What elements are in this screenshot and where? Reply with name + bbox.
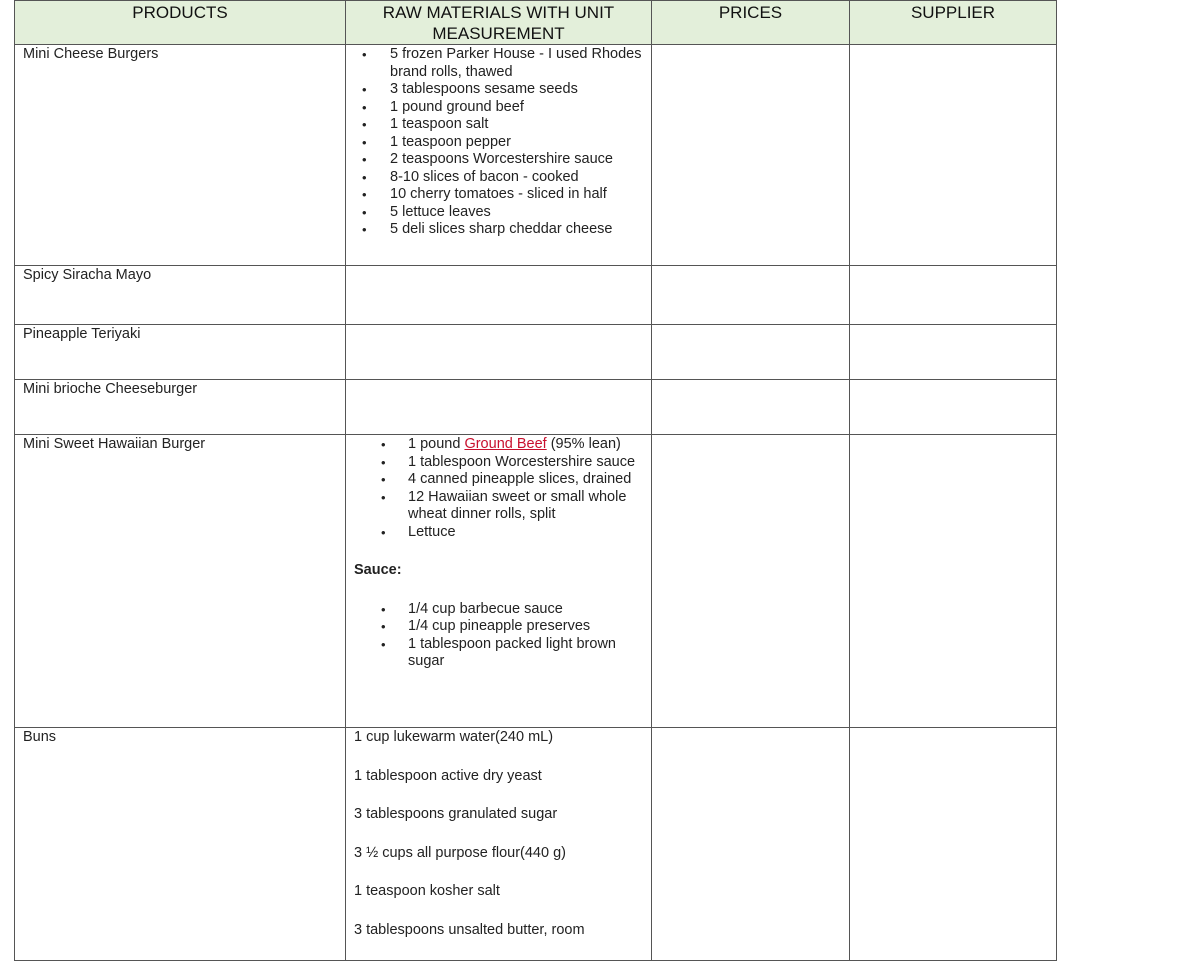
supplier-cell[interactable] bbox=[850, 435, 1057, 728]
supplier-cell[interactable] bbox=[850, 45, 1057, 266]
bun-ingredient: 1 tablespoon active dry yeast bbox=[354, 767, 542, 784]
list-item: • 1 pound ground beef bbox=[390, 99, 643, 117]
price-cell[interactable] bbox=[652, 325, 850, 380]
list-item: • 4 canned pineapple slices, drained bbox=[408, 471, 645, 489]
price-cell[interactable] bbox=[652, 435, 850, 728]
supplier-cell[interactable] bbox=[850, 380, 1057, 435]
supplier-cell[interactable] bbox=[850, 325, 1057, 380]
raw-materials-cell[interactable] bbox=[346, 380, 652, 435]
sauce-heading: Sauce: bbox=[354, 562, 402, 578]
list-item: • 1/4 cup pineapple preserves bbox=[408, 618, 645, 636]
supplier-cell[interactable] bbox=[850, 728, 1057, 961]
raw-materials-cell bbox=[346, 45, 652, 266]
list-item: • 1 teaspoon pepper bbox=[390, 134, 643, 152]
supplier-cell[interactable] bbox=[850, 266, 1057, 325]
header-row bbox=[15, 1, 1057, 45]
raw-materials-cell bbox=[346, 435, 652, 728]
list-item: • 1/4 cup barbecue sauce bbox=[408, 601, 645, 619]
table-row bbox=[15, 325, 1057, 380]
product-name: Mini Cheese Burgers bbox=[15, 45, 346, 266]
bun-ingredient: 3 ½ cups all purpose flour(440 g) bbox=[354, 844, 566, 861]
sauce-list bbox=[346, 601, 651, 671]
bun-ingredient: 3 tablespoons unsalted butter, room bbox=[354, 921, 585, 938]
raw-materials-cell bbox=[346, 728, 652, 961]
list-item: • 1 tablespoon Worcestershire sauce bbox=[408, 454, 645, 472]
list-item: • Lettuce bbox=[408, 524, 645, 542]
list-item: • 12 Hawaiian sweet or small whole wheat dinner rolls, split bbox=[408, 489, 645, 524]
table-row bbox=[15, 45, 1057, 266]
list-item: • 1 tablespoon packed light brown sugar bbox=[408, 636, 645, 671]
table-row bbox=[15, 266, 1057, 325]
header-raw-materials: RAW MATERIALS WITH UNIT MEASUREMENT bbox=[346, 1, 652, 45]
bun-ingredient: 1 teaspoon kosher salt bbox=[354, 883, 500, 899]
list-item: • 2 teaspoons Worcestershire sauce bbox=[390, 151, 643, 169]
raw-materials-table bbox=[14, 0, 1057, 961]
price-cell[interactable] bbox=[652, 728, 850, 961]
ingredient-prefix: 1 pound bbox=[408, 436, 465, 452]
product-name: Pineapple Teriyaki bbox=[15, 325, 346, 380]
header-supplier: SUPPLIER bbox=[850, 1, 1057, 45]
raw-materials-cell[interactable] bbox=[346, 325, 652, 380]
list-item: • 3 tablespoons sesame seeds bbox=[390, 81, 643, 99]
table-row bbox=[15, 380, 1057, 435]
product-name: Spicy Siracha Mayo bbox=[15, 266, 346, 325]
list-item: • 5 frozen Parker House - I used Rhodes brand rolls, thawed bbox=[390, 46, 643, 81]
raw-materials-cell[interactable] bbox=[346, 266, 652, 325]
ingredient-list bbox=[346, 435, 651, 541]
list-item: • 10 cherry tomatoes - sliced in half bbox=[390, 186, 643, 204]
ground-beef-link[interactable]: Ground Beef bbox=[464, 436, 547, 452]
list-item: • 5 deli slices sharp cheddar cheese bbox=[390, 221, 643, 239]
header-prices: PRICES bbox=[652, 1, 850, 45]
product-name: Buns bbox=[15, 728, 346, 961]
product-name: Mini brioche Cheeseburger bbox=[15, 380, 346, 435]
ingredient-list bbox=[346, 45, 651, 239]
bun-ingredient: 1 cup lukewarm water(240 mL) bbox=[354, 729, 554, 745]
bun-ingredient: 3 tablespoons granulated sugar bbox=[354, 806, 558, 822]
price-cell[interactable] bbox=[652, 45, 850, 266]
list-item: • 5 lettuce leaves bbox=[390, 204, 643, 222]
header-products: PRODUCTS bbox=[15, 1, 346, 45]
table-row bbox=[15, 728, 1057, 961]
list-item: • 1 teaspoon salt bbox=[390, 116, 643, 134]
product-name: Mini Sweet Hawaiian Burger bbox=[15, 435, 346, 728]
list-item: • 8-10 slices of bacon - cooked bbox=[390, 169, 643, 187]
list-item bbox=[408, 436, 645, 454]
ingredient-suffix: (95% lean) bbox=[546, 436, 621, 452]
price-cell[interactable] bbox=[652, 266, 850, 325]
price-cell[interactable] bbox=[652, 380, 850, 435]
table-row bbox=[15, 435, 1057, 728]
